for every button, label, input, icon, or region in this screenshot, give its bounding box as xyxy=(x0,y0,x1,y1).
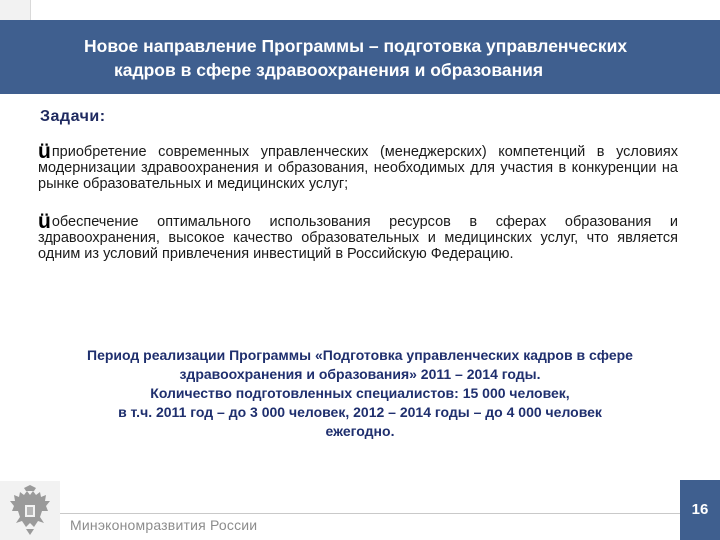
title-line-1: Новое направление Программы – подготовка управленческих xyxy=(84,36,628,56)
checkmark-icon: ü xyxy=(38,210,51,233)
header-banner xyxy=(0,20,720,94)
task-item-text: обеспечение оптимального использования ресурсов в сферах образования и здравоохранения, высокое качество образовательных и медицинских услуг, что является одним из условий привлечения инвестиций в Российскую Федерацию. xyxy=(38,214,678,262)
page-number: 16 xyxy=(680,480,720,540)
period-line-5: ежегодно. xyxy=(325,423,395,439)
period-line-4: в т.ч. 2011 год – до 3 000 человек, 2012 – 2014 годы – до 4 000 человек xyxy=(118,404,602,420)
corner-decoration xyxy=(0,0,31,20)
period-line-1: Период реализации Программы «Подготовка управленческих кадров в сфере xyxy=(87,347,633,363)
task-item-1 xyxy=(38,140,678,192)
coat-of-arms-emblem xyxy=(0,481,60,540)
double-headed-eagle-icon xyxy=(4,485,56,537)
ministry-name: Минэкономразвития России xyxy=(70,517,258,533)
footer-divider xyxy=(60,513,680,514)
title-line-2: кадров в сфере здравоохранения и образования xyxy=(114,60,544,80)
tasks-heading: Задачи: xyxy=(40,108,106,125)
period-line-3: Количество подготовленных специалистов: 15 000 человек, xyxy=(150,385,570,401)
checkmark-icon: ü xyxy=(38,140,51,163)
period-info xyxy=(30,346,690,441)
page-title xyxy=(0,34,720,82)
task-item-2 xyxy=(38,210,678,262)
task-item-text: приобретение современных управленческих (менеджерских) компетенций в условиях модернизации здравоохранения и образования, необходимых для участия в конкуренции на рынке образовательных и медицинских услуг; xyxy=(38,144,678,192)
period-line-2: здравоохранения и образования» 2011 – 2014 годы. xyxy=(179,366,541,382)
